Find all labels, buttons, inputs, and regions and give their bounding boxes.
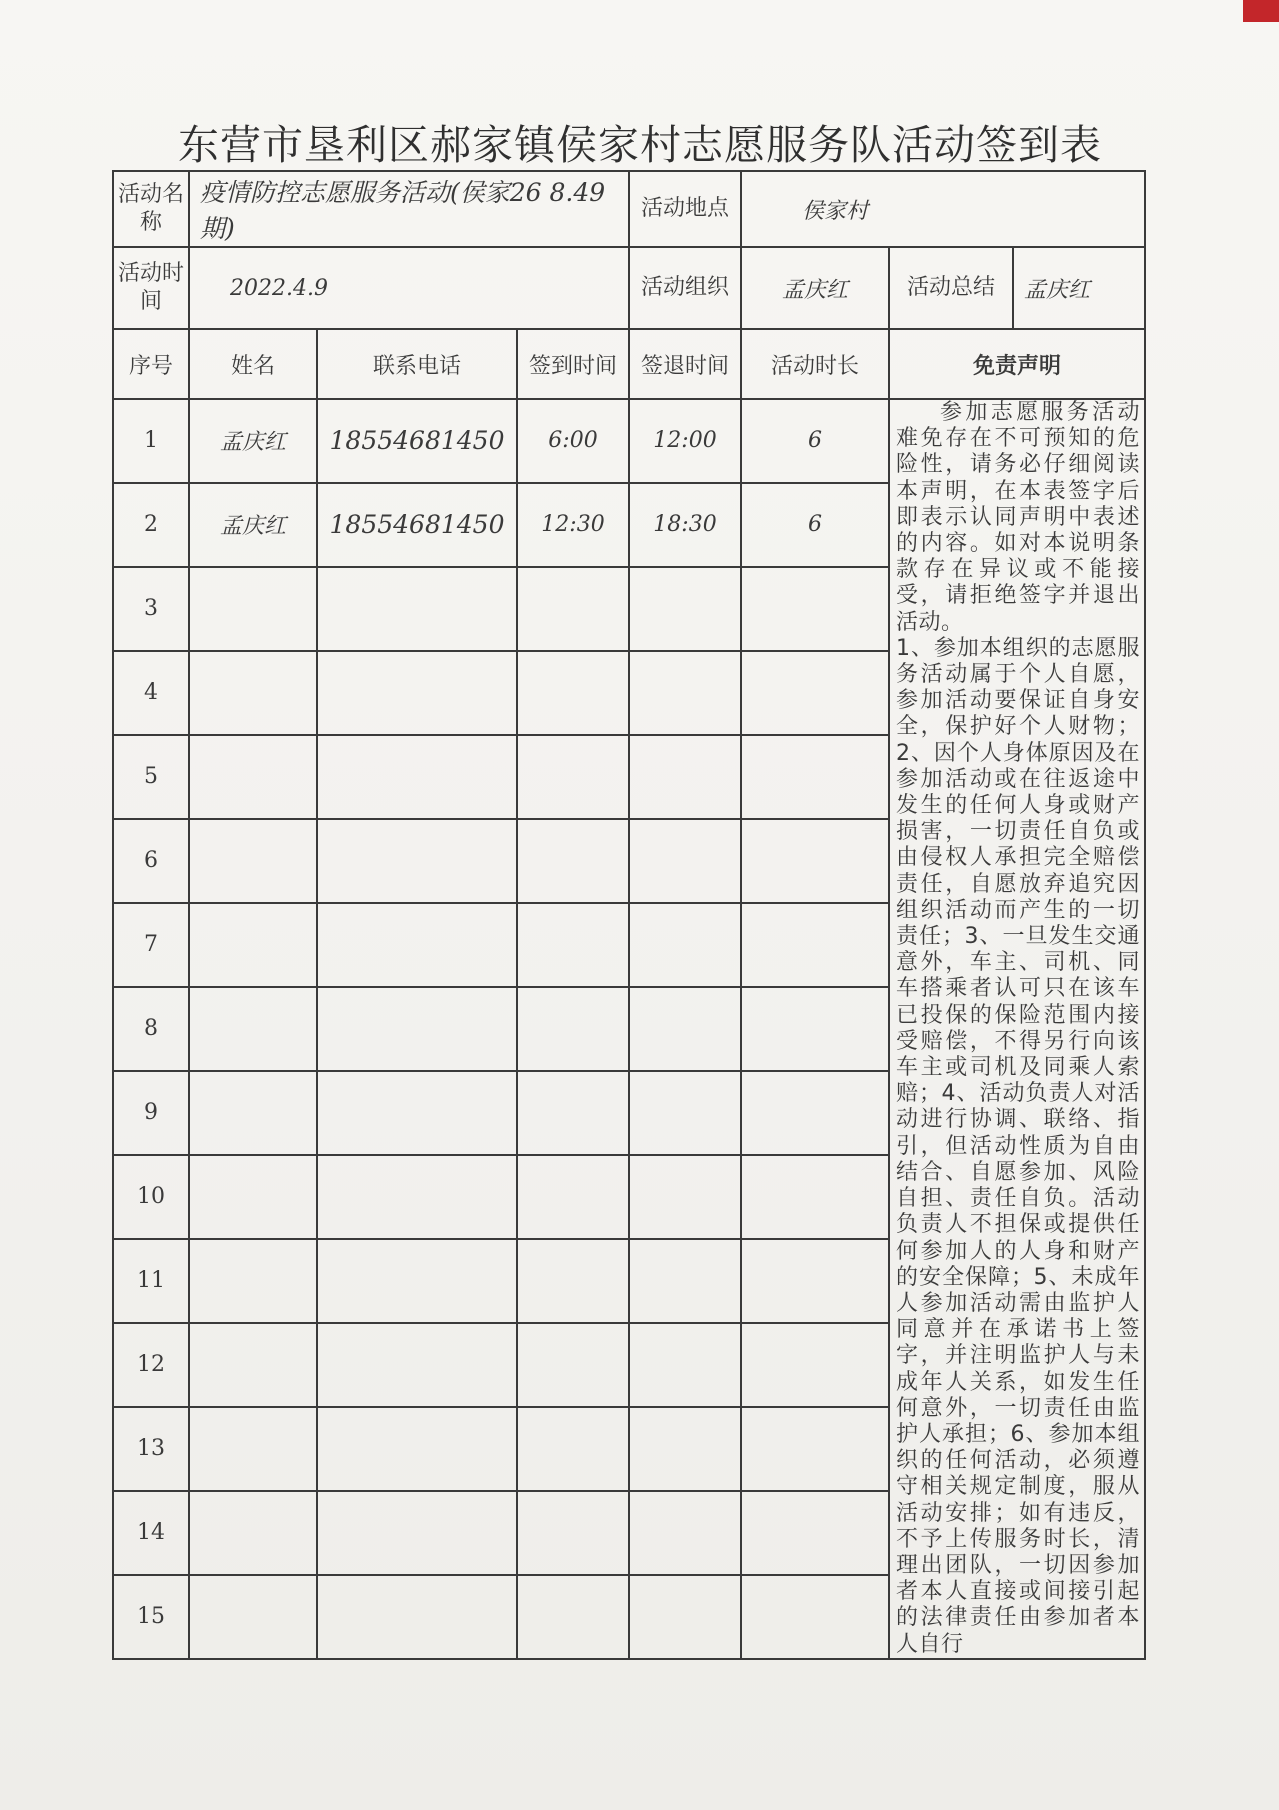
row-signin-time bbox=[517, 1407, 629, 1491]
row-no: 10 bbox=[113, 1155, 189, 1239]
row-name bbox=[189, 1071, 317, 1155]
row-signout-time bbox=[629, 1407, 741, 1491]
row-name bbox=[189, 1239, 317, 1323]
row-no: 9 bbox=[113, 1071, 189, 1155]
row-name bbox=[189, 651, 317, 735]
row-phone bbox=[317, 567, 517, 651]
row-duration bbox=[741, 1407, 889, 1491]
row-signout-time bbox=[629, 1323, 741, 1407]
row-signout-time bbox=[629, 1491, 741, 1575]
disclaimer-body: 1、参加本组织的志愿服务活动属于个人自愿，参加活动要保证自身安全，保护好个人财物；2、因个人身体原因及在参加活动或在往返途中发生的任何人身或财产损害，一切责任自负或由侵权人承担完全赔偿责任，自愿放弃追究因组织活动而产生的一切责任；3、一旦发生交通意外，车主、司机、同车搭乘者认可只在该车已投保的保险范围内接受赔偿，不得另行向该车主或司机及同乘人索赔；4、活动负责人对活动进行协调、联络、指引，但活动性质为自由结合、自愿参加、风险自担、责任自负。活动负责人不担保或提供任何参加人的人身和财产的安全保障；5、未成年人参加活动需由监护人同意并在承诺书上签字，并注明监护人与未成年人关系，如发生任何意外，一切责任由监护人承担；6、参加本组织的任何活动，必须遵守相关规定制度，服从活动安排；如有违反，不予上传服务时长，清理出团队，一切因参加者本人直接或间接引起的法律责任由参加者本人自行 bbox=[896, 635, 1140, 1657]
row-signout-time bbox=[629, 1575, 741, 1659]
row-duration bbox=[741, 1575, 889, 1659]
col-header-disclaimer: 免责声明 bbox=[889, 329, 1145, 399]
activity-location-value: 侯家村 bbox=[741, 171, 1145, 247]
row-signin-time bbox=[517, 651, 629, 735]
row-name bbox=[189, 987, 317, 1071]
row-phone bbox=[317, 1239, 517, 1323]
row-signout-time bbox=[629, 567, 741, 651]
info-row-name-location bbox=[113, 171, 1145, 247]
row-phone bbox=[317, 1155, 517, 1239]
row-duration bbox=[741, 1071, 889, 1155]
activity-organizer-label: 活动组织 bbox=[629, 247, 741, 329]
row-name bbox=[189, 819, 317, 903]
row-phone bbox=[317, 651, 517, 735]
row-duration bbox=[741, 819, 889, 903]
row-phone bbox=[317, 1575, 517, 1659]
info-row-time-organizer bbox=[113, 247, 1145, 329]
row-name bbox=[189, 1323, 317, 1407]
activity-time-label: 活动时间 bbox=[113, 247, 189, 329]
row-name bbox=[189, 1407, 317, 1491]
row-duration bbox=[741, 567, 889, 651]
column-header-row bbox=[113, 329, 1145, 399]
col-header-phone: 联系电话 bbox=[317, 329, 517, 399]
row-no: 12 bbox=[113, 1323, 189, 1407]
row-no: 13 bbox=[113, 1407, 189, 1491]
row-signin-time: 6:00 bbox=[517, 399, 629, 483]
row-no: 3 bbox=[113, 567, 189, 651]
row-signout-time bbox=[629, 651, 741, 735]
row-name bbox=[189, 1155, 317, 1239]
row-phone bbox=[317, 819, 517, 903]
row-no: 5 bbox=[113, 735, 189, 819]
row-signin-time bbox=[517, 1575, 629, 1659]
activity-summary-value: 孟庆红 bbox=[1013, 247, 1145, 329]
row-signin-time bbox=[517, 1155, 629, 1239]
row-phone bbox=[317, 1071, 517, 1155]
row-duration bbox=[741, 651, 889, 735]
activity-organizer-value: 孟庆红 bbox=[741, 247, 889, 329]
row-name: 孟庆红 bbox=[189, 399, 317, 483]
row-phone: 18554681450 bbox=[317, 399, 517, 483]
row-no: 1 bbox=[113, 399, 189, 483]
row-phone bbox=[317, 987, 517, 1071]
activity-name-value: 疫情防控志愿服务活动(侯家26 8.49期) bbox=[189, 171, 629, 247]
row-name bbox=[189, 1491, 317, 1575]
row-phone: 18554681450 bbox=[317, 483, 517, 567]
row-no: 7 bbox=[113, 903, 189, 987]
row-signin-time: 12:30 bbox=[517, 483, 629, 567]
row-signin-time bbox=[517, 1323, 629, 1407]
row-signout-time bbox=[629, 1071, 741, 1155]
row-duration: 6 bbox=[741, 483, 889, 567]
row-duration bbox=[741, 987, 889, 1071]
row-duration bbox=[741, 903, 889, 987]
row-phone bbox=[317, 903, 517, 987]
activity-location-label: 活动地点 bbox=[629, 171, 741, 247]
row-signout-time bbox=[629, 1155, 741, 1239]
activity-name-label: 活动名称 bbox=[113, 171, 189, 247]
row-name: 孟庆红 bbox=[189, 483, 317, 567]
row-name bbox=[189, 1575, 317, 1659]
row-duration: 6 bbox=[741, 399, 889, 483]
row-no: 6 bbox=[113, 819, 189, 903]
disclaimer-intro: 参加志愿服务活动难免存在不可预知的危险性，请务必仔细阅读本声明，在本表签字后即表示认同声明中表述的内容。如对本说明条款存在异议或不能接受，请拒绝签字并退出活动。 bbox=[896, 400, 1140, 635]
row-no: 2 bbox=[113, 483, 189, 567]
row-signout-time bbox=[629, 1239, 741, 1323]
row-no: 14 bbox=[113, 1491, 189, 1575]
row-no: 4 bbox=[113, 651, 189, 735]
row-duration bbox=[741, 1239, 889, 1323]
red-corner-mark bbox=[1243, 0, 1279, 22]
row-signout-time bbox=[629, 987, 741, 1071]
row-phone bbox=[317, 1323, 517, 1407]
col-header-name: 姓名 bbox=[189, 329, 317, 399]
row-no: 15 bbox=[113, 1575, 189, 1659]
table-row bbox=[113, 399, 1145, 483]
row-name bbox=[189, 903, 317, 987]
row-phone bbox=[317, 1407, 517, 1491]
disclaimer-text bbox=[889, 399, 1145, 1659]
row-name bbox=[189, 735, 317, 819]
row-phone bbox=[317, 735, 517, 819]
row-duration bbox=[741, 1155, 889, 1239]
col-header-signout: 签退时间 bbox=[629, 329, 741, 399]
row-phone bbox=[317, 1491, 517, 1575]
col-header-signin: 签到时间 bbox=[517, 329, 629, 399]
row-signout-time bbox=[629, 735, 741, 819]
row-no: 8 bbox=[113, 987, 189, 1071]
row-signout-time bbox=[629, 819, 741, 903]
row-signin-time bbox=[517, 819, 629, 903]
signin-table bbox=[112, 170, 1146, 1660]
activity-time-value: 2022.4.9 bbox=[189, 247, 629, 329]
row-signin-time bbox=[517, 1071, 629, 1155]
row-name bbox=[189, 567, 317, 651]
row-no: 11 bbox=[113, 1239, 189, 1323]
row-duration bbox=[741, 1323, 889, 1407]
row-signin-time bbox=[517, 1491, 629, 1575]
row-duration bbox=[741, 735, 889, 819]
activity-summary-label: 活动总结 bbox=[889, 247, 1013, 329]
row-signin-time bbox=[517, 567, 629, 651]
row-signin-time bbox=[517, 987, 629, 1071]
row-signout-time bbox=[629, 903, 741, 987]
col-header-duration: 活动时长 bbox=[741, 329, 889, 399]
row-duration bbox=[741, 1491, 889, 1575]
row-signin-time bbox=[517, 903, 629, 987]
col-header-no: 序号 bbox=[113, 329, 189, 399]
row-signin-time bbox=[517, 1239, 629, 1323]
row-signin-time bbox=[517, 735, 629, 819]
page-title: 东营市垦利区郝家镇侯家村志愿服务队活动签到表 bbox=[178, 121, 1102, 169]
row-signout-time: 18:30 bbox=[629, 483, 741, 567]
row-signout-time: 12:00 bbox=[629, 399, 741, 483]
